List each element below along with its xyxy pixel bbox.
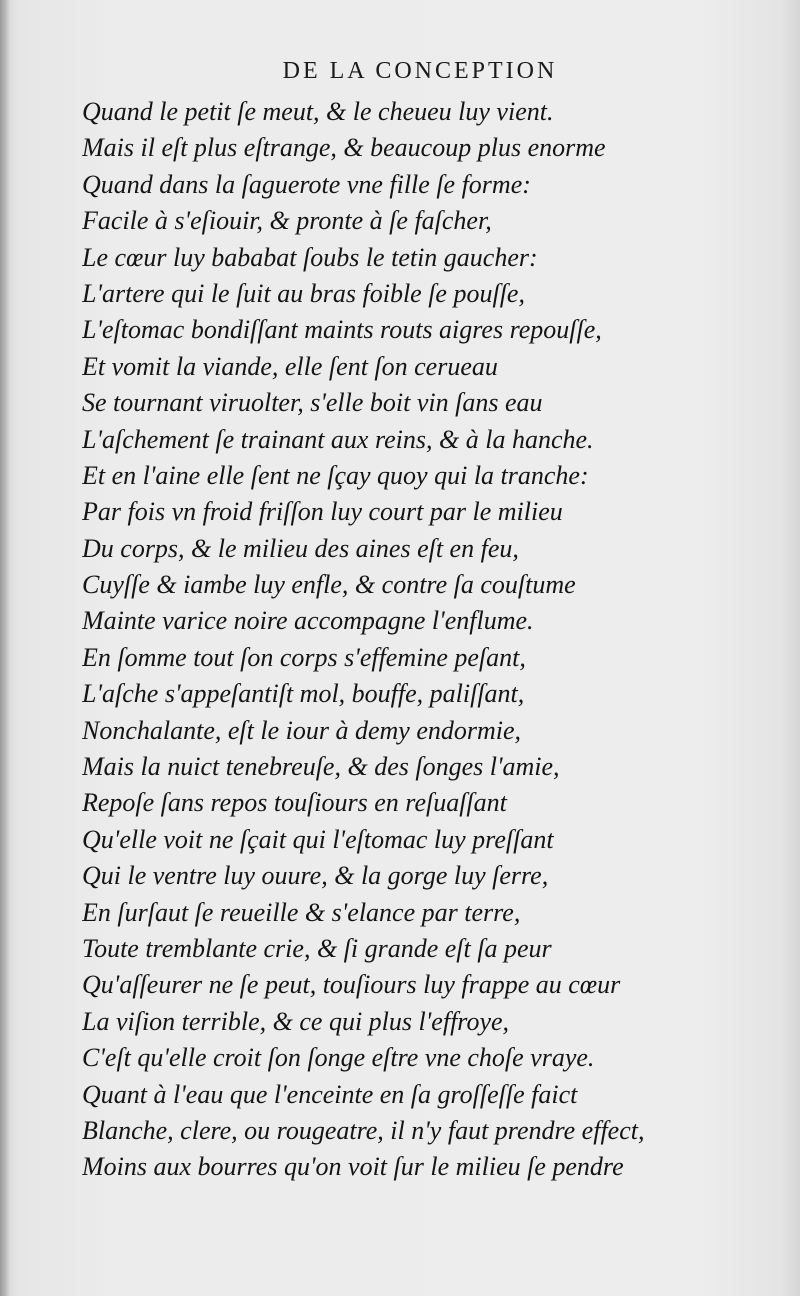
verse-line: C'eſt qu'elle croit ſon ſonge eſtre vne choſe vraye. [82, 1043, 595, 1073]
verse-line: Se tournant viruolter, s'elle boit vin ſans eau [82, 388, 543, 418]
verse-line: L'artere qui le ſuit au bras foible ſe pouſſe, [82, 278, 525, 308]
verse-line: Moins aux bourres qu'on voit ſur le milieu ſe pendre [82, 1152, 624, 1182]
verse-line: Qu'elle voit ne ſçait qui l'eſtomac luy preſſant [82, 824, 554, 854]
verse-line: Du corps, & le milieu des aines eſt en feu, [82, 533, 519, 563]
verse-line: Le cœur luy bababat ſoubs le tetin gaucher: [82, 242, 538, 272]
verse-line: Repoſe ſans repos touſiours en reſuaſſant [82, 788, 507, 818]
verse-line: L'aſchement ſe trainant aux reins, & à la hanche. [82, 424, 594, 454]
verse-line: Cuyſſe & iambe luy enfle, & contre ſa couſtume [82, 570, 576, 600]
verse-line: Et en l'aine elle ſent ne ſçay quoy qui la tranche: [82, 460, 589, 490]
verse-line: Qui le ventre luy ouure, & la gorge luy ſerre, [82, 861, 549, 891]
gutter-shadow [0, 0, 10, 1296]
verse-line: Mais la nuict tenebreuſe, & des ſonges l'amie, [82, 752, 560, 782]
verse-line: En ſurſaut ſe reueille & s'elance par terre, [82, 897, 521, 927]
verse-line: Blanche, clere, ou rougeatre, il n'y faut prendre effect, [82, 1115, 645, 1145]
verse-line: Qu'aſſeurer ne ſe peut, touſiours luy frappe au cœur [82, 970, 621, 1000]
verse-line: L'eſtomac bondiſſant maints routs aigres repouſſe, [82, 315, 602, 345]
verse-line: Mais il eſt plus eſtrange, & beaucoup plus enorme [82, 133, 606, 163]
verse-line: Quant à l'eau que l'enceinte en ſa groſſeſſe faict [82, 1079, 578, 1109]
verse-line: Par fois vn froid friſſon luy court par le milieu [82, 497, 563, 527]
verse-line: Quand le petit ſe meut, & le cheueu luy vient. [82, 97, 554, 126]
verse-line: Mainte varice noire accompagne l'enflume. [82, 606, 534, 636]
verse-line: Nonchalante, eſt le iour à demy endormie, [82, 715, 522, 745]
verse-line: En ſomme tout ſon corps s'effemine peſant, [82, 642, 526, 672]
verse-line: Facile à s'eſiouir, & pronte à ſe faſcher, [82, 206, 492, 236]
verse-line: La viſion terrible, & ce qui plus l'effroye, [82, 1006, 510, 1036]
verse-line: Toute tremblante crie, & ſi grande eſt ſa peur [82, 933, 552, 963]
verse-block [82, 94, 772, 1186]
verse-line: Quand dans la ſaguerote vne fille ſe forme: [82, 169, 531, 199]
verse-line: Et vomit la viande, elle ſent ſon cerueau [82, 351, 498, 381]
running-head: DE LA CONCEPTION [282, 58, 558, 84]
verse-line: L'aſche s'appeſantiſt mol, bouffe, paliſſant, [82, 679, 525, 709]
